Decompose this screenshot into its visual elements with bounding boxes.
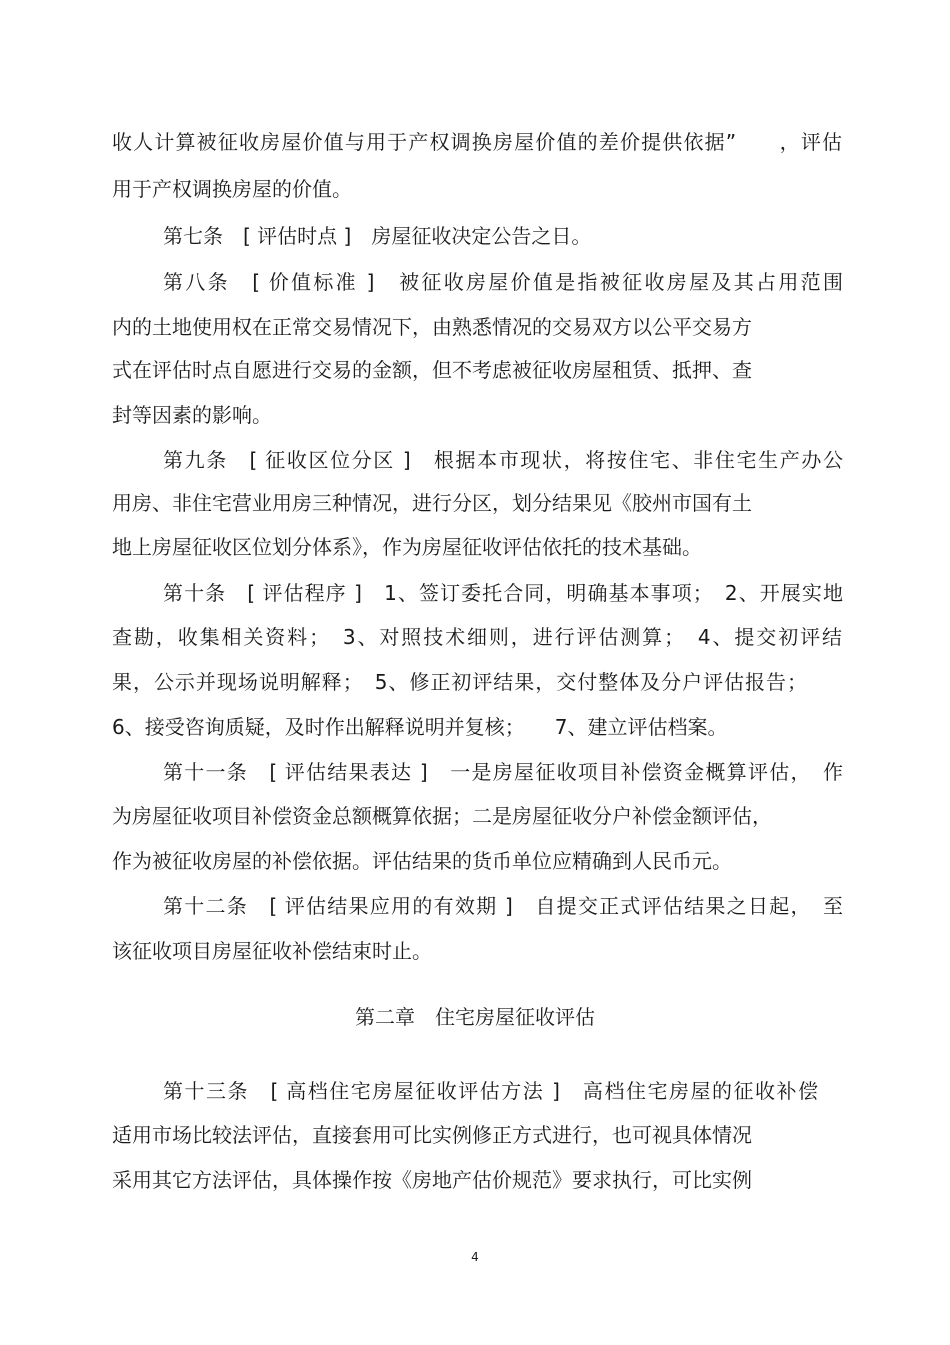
paragraph-line: 适用市场比较法评估，直接套用可比实例修正方式进行，也可视具体情况	[112, 1123, 752, 1147]
chapter-heading: 第二章 住宅房屋征收评估	[355, 1005, 595, 1029]
paragraph-line: 查勘，收集相关资料； 3、对照技术细则，进行评估测算； 4、提交初评结	[112, 625, 842, 649]
paragraph-line: 内的土地使用权在正常交易情况下，由熟悉情况的交易双方以公平交易方	[112, 315, 752, 339]
paragraph-line: 封等因素的影响。	[112, 403, 272, 427]
paragraph-line: 采用其它方法评估，具体操作按《房地产估价规范》要求执行，可比实例	[112, 1168, 752, 1192]
paragraph-line: 用于产权调换房屋的价值。	[112, 177, 352, 201]
page-number: 4	[471, 1250, 479, 1264]
article-8: 第八条 [ 价值标准 ] 被征收房屋价值是指被征收房屋及其占用范围	[163, 270, 843, 294]
article-12: 第十二条 [ 评估结果应用的有效期 ] 自提交正式评估结果之日起， 至	[163, 894, 843, 918]
article-11: 第十一条 [ 评估结果表达 ] 一是房屋征收项目补偿资金概算评估， 作	[163, 760, 843, 784]
paragraph-line: 6、接受咨询质疑，及时作出解释说明并复核； 7、建立评估档案。	[112, 715, 728, 739]
paragraph-line: 果，公示并现场说明解释； 5、修正初评结果，交付整体及分户评估报告；	[112, 670, 807, 694]
article-9: 第九条 [ 征收区位分区 ] 根据本市现状，将按住宅、非住宅生产办公	[163, 448, 843, 472]
paragraph-line: 为房屋征收项目补偿资金总额概算依据；二是房屋征收分户补偿金额评估，	[112, 804, 772, 828]
article-7: 第七条 [ 评估时点 ] 房屋征收决定公告之日。	[163, 224, 592, 248]
paragraph-line: 用房、非住宅营业用房三种情况，进行分区，划分结果见《胶州市国有土	[112, 491, 752, 515]
paragraph-line: 地上房屋征收区位划分体系》，作为房屋征收评估依托的技术基础。	[112, 535, 702, 559]
article-10: 第十条 [ 评估程序 ] 1、签订委托合同，明确基本事项； 2、开展实地	[163, 581, 843, 605]
paragraph-line: 作为被征收房屋的补偿依据。评估结果的货币单位应精确到人民币元。	[112, 849, 732, 873]
paragraph-line: 收人计算被征收房屋价值与用于产权调换房屋价值的差价提供依据” ，评估	[112, 130, 842, 154]
article-13: 第十三条 [ 高档住宅房屋征收评估方法 ] 高档住宅房屋的征收补偿	[163, 1079, 818, 1103]
paragraph-line: 式在评估时点自愿进行交易的金额，但不考虑被征收房屋租赁、抵押、查	[112, 358, 752, 382]
paragraph-line: 该征收项目房屋征收补偿结束时止。	[112, 939, 432, 963]
